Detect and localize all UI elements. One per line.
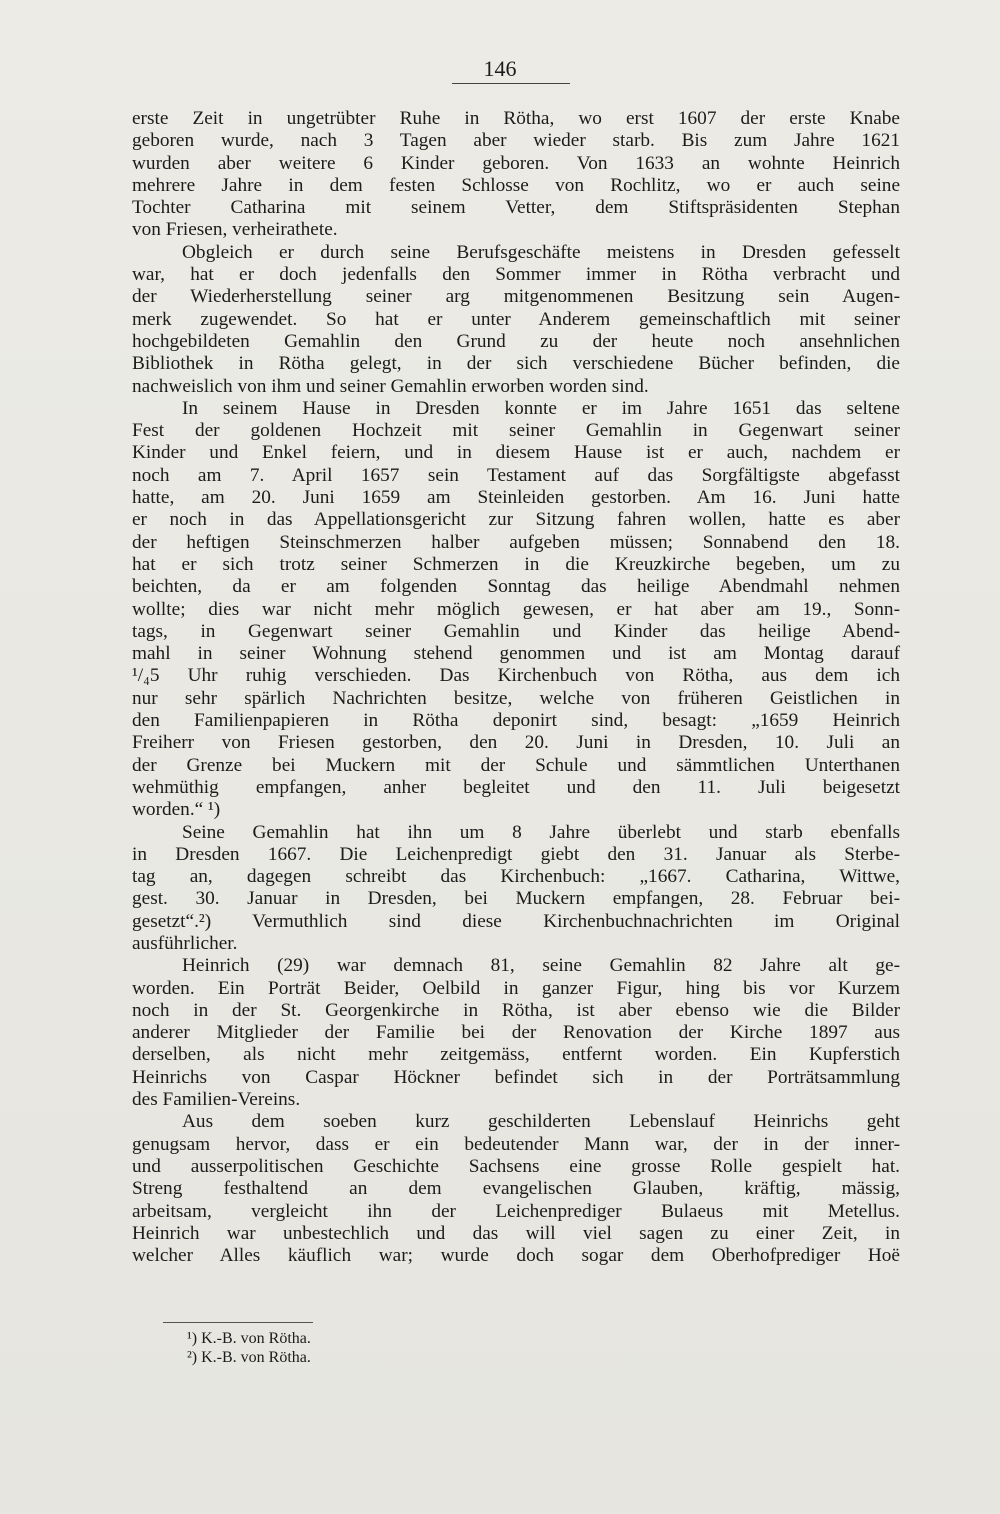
body-text [132,108,900,1267]
text-line: derselben, als nicht mehr zeitgemäss, entfernt worden. Ein Kupferstich [132,1044,900,1066]
text-line: noch in der St. Georgenkirche in Rötha, ist aber ebenso wie die Bilder [132,999,900,1021]
text-line: hochgebildeten Gemahlin den Grund zu der heute noch ansehnlichen [132,330,900,352]
text-line: gesetzt“.²) Vermuthlich sind diese Kirchenbuchnachrichten im Original [132,910,900,932]
text-line: der heftigen Steinschmerzen halber aufgeben müssen; Sonnabend den 18. [132,531,900,553]
text-line: mehrere Jahre in dem festen Schlosse von Rochlitz, wo er auch seine [132,174,900,196]
text-line: nachweislich von ihm und seiner Gemahlin erworben worden sind. [132,375,649,397]
text-line: In seinem Hause in Dresden konnte er im Jahre 1651 das seltene [182,397,900,419]
text-line: geboren wurde, nach 3 Tagen aber wieder starb. Bis zum Jahre 1621 [132,130,900,152]
text-line: tags, in Gegenwart seiner Gemahlin und Kinder das heilige Abend- [132,620,900,642]
text-line: genugsam hervor, dass er ein bedeutender Mann war, der in der inner- [132,1133,900,1155]
text-line: mahl in seiner Wohnung stehend genommen und ist am Montag darauf [132,643,900,665]
text-line: Streng festhaltend an dem evangelischen Glauben, kräftig, mässig, [132,1178,900,1200]
text-line: erste Zeit in ungetrübter Ruhe in Rötha, wo erst 1607 der erste Knabe [132,108,900,129]
text-line: gest. 30. Januar in Dresden, bei Muckern empfangen, 28. Februar bei- [132,888,900,910]
text-line: beichten, da er am folgenden Sonntag das heilige Abendmahl nehmen [132,576,900,598]
footnotes [187,1329,311,1367]
text-line: ¹/₄5 Uhr ruhig verschieden. Das Kirchenbuch von Rötha, aus dem ich [132,665,900,687]
text-line: Seine Gemahlin hat ihn um 8 Jahre überlebt und starb ebenfalls [182,821,900,843]
text-line: der Wiederherstellung seiner arg mitgenommenen Besitzung sein Augen- [132,286,900,308]
text-line: worden.“ ¹) [132,799,221,821]
footnote: ²) K.-B. von Rötha. [187,1349,311,1366]
footnote-rule [163,1322,313,1323]
header-rule [452,83,570,84]
text-line: Fest der goldenen Hochzeit mit seiner Gemahlin in Gegenwart seiner [132,420,900,442]
text-line: worden. Ein Porträt Beider, Oelbild in ganzer Figur, hing bis vor Kurzem [132,977,900,999]
text-line: arbeitsam, vergleicht ihn der Leichenprediger Bulaeus mit Metellus. [132,1200,900,1222]
text-line: welcher Alles käuflich war; wurde doch sogar dem Oberhofprediger Hoë [132,1245,900,1267]
text-line: tag an, dagegen schreibt das Kirchenbuch: „1667. Catharina, Wittwe, [132,866,900,888]
text-line: er noch in das Appellationsgericht zur Sitzung fahren wollen, hatte es aber [132,509,900,531]
text-line: Obgleich er durch seine Berufsgeschäfte meistens in Dresden gefesselt [182,241,900,263]
text-line: Bibliothek in Rötha gelegt, in der sich verschiedene Bücher befinden, die [132,353,900,375]
text-line: ausführlicher. [132,932,238,954]
text-line: Tochter Catharina mit seinem Vetter, dem Stiftspräsidenten Stephan [132,197,900,219]
text-line: merk zugewendet. So hat er unter Anderem gemeinschaftlich mit seiner [132,308,900,330]
text-line: Heinrich (29) war demnach 81, seine Gemahlin 82 Jahre alt ge- [182,955,900,977]
text-line: wurden aber weitere 6 Kinder geboren. Von 1633 an wohnte Heinrich [132,152,900,174]
text-line: Heinrich war unbestechlich und das will viel sagen zu einer Zeit, in [132,1222,900,1244]
text-line: wollte; dies war nicht mehr möglich gewesen, er hat aber am 19., Sonn- [132,598,900,620]
text-line: der Grenze bei Muckern mit der Schule und sämmtlichen Unterthanen [132,754,900,776]
footnote: ¹) K.-B. von Rötha. [187,1330,311,1347]
page-number: 146 [483,56,517,81]
text-line: nur sehr spärlich Nachrichten besitze, welche von früheren Geistlichen in [132,687,900,709]
text-line: des Familien-Vereins. [132,1089,301,1111]
text-line: von Friesen, verheirathete. [132,219,338,241]
text-line: war, hat er doch jedenfalls den Sommer immer in Rötha verbracht und [132,264,900,286]
text-line: anderer Mitglieder der Familie bei der Renovation der Kirche 1897 aus [132,1022,900,1044]
text-line: hatte, am 20. Juni 1659 am Steinleiden gestorben. Am 16. Juni hatte [132,487,900,509]
text-line: und ausserpolitischen Geschichte Sachsens eine grosse Rolle gespielt hat. [132,1155,900,1177]
text-line: Heinrichs von Caspar Höckner befindet sich in der Porträtsammlung [132,1066,900,1088]
text-line: wehmüthig empfangen, anher begleitet und den 11. Juli beigesetzt [132,776,900,798]
text-line: Freiherr von Friesen gestorben, den 20. Juni in Dresden, 10. Juli an [132,732,900,754]
text-line: hat er sich trotz seiner Schmerzen in die Kreuzkirche begeben, um zu [132,553,900,575]
text-line: Kinder und Enkel feiern, und in diesem Hause ist er auch, nachdem er [132,442,900,464]
text-line: den Familienpapieren in Rötha deponirt sind, besagt: „1659 Heinrich [132,710,900,732]
text-line: noch am 7. April 1657 sein Testament auf das Sorgfältigste abgefasst [132,464,900,486]
text-line: in Dresden 1667. Die Leichenpredigt giebt den 31. Januar als Sterbe- [132,843,900,865]
text-line: Aus dem soeben kurz geschilderten Lebenslauf Heinrichs geht [182,1111,900,1133]
